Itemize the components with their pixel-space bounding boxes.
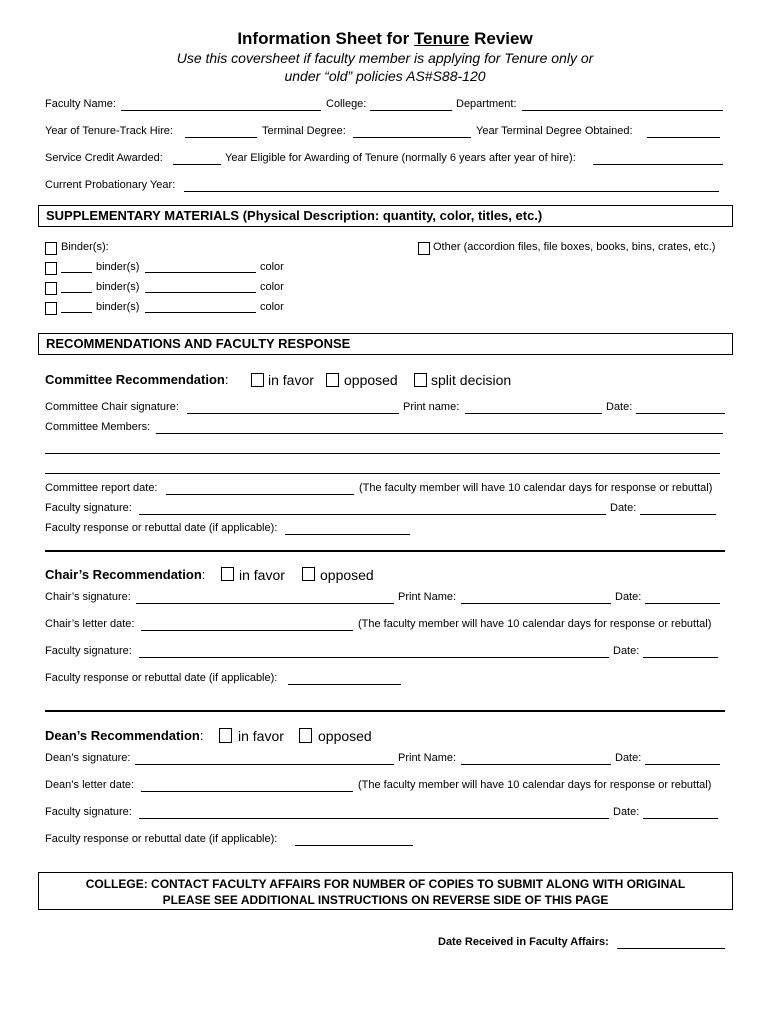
dean-letter-date-label: Dean’s letter date: (45, 779, 135, 791)
committee-faculty-signature-label: Faculty signature: (45, 502, 132, 514)
dean-print-name-label: Print Name: (398, 752, 457, 764)
dean-signature-field[interactable] (135, 764, 394, 765)
dean-recommendation-title: Dean’s Recommendation: (45, 728, 204, 743)
chair-recommendation-title: Chair’s Recommendation: (45, 567, 206, 582)
current-year-field[interactable] (184, 191, 719, 192)
chair-signature-label: Chair’s signature: (45, 591, 131, 603)
service-credit-field[interactable] (173, 164, 221, 165)
dean-date-field[interactable] (645, 764, 720, 765)
chair-print-name-label: Print Name: (398, 591, 457, 603)
faculty-name-field[interactable] (121, 110, 321, 111)
committee-faculty-date-field[interactable] (640, 514, 716, 515)
committee-in-favor-label: in favor (268, 372, 314, 388)
terminal-degree-label: Terminal Degree: (262, 125, 346, 137)
supplementary-heading: SUPPLEMENTARY MATERIALS (Physical Description: quantity, color, titles, etc.) (38, 205, 733, 227)
dean-opposed-checkbox[interactable] (299, 728, 312, 743)
chair-rebuttal-note: (The faculty member will have 10 calendar days for response or rebuttal) (358, 618, 712, 630)
chair-opposed-checkbox[interactable] (302, 567, 315, 581)
current-year-label: Current Probationary Year: (45, 179, 176, 191)
committee-members-line-2[interactable] (45, 453, 720, 454)
subtitle-line-1: Use this coversheet if faculty member is applying for Tenure only or (176, 50, 594, 66)
binder-row-2-checkbox[interactable] (45, 282, 57, 295)
committee-date-field[interactable] (636, 413, 725, 414)
year-eligible-field[interactable] (593, 164, 723, 165)
chair-faculty-date-field[interactable] (643, 657, 718, 658)
committee-print-name-field[interactable] (465, 413, 602, 414)
chair-letter-date-field[interactable] (141, 630, 353, 631)
committee-split-label: split decision (431, 372, 512, 388)
faculty-name-label: Faculty Name: (45, 98, 116, 110)
committee-members-field[interactable] (156, 433, 723, 434)
dean-rebuttal-note: (The faculty member will have 10 calendar days for response or rebuttal) (358, 779, 712, 791)
chair-date-label: Date: (615, 591, 642, 603)
college-label: College: (326, 98, 367, 110)
committee-members-label: Committee Members: (45, 421, 151, 433)
committee-opposed-checkbox[interactable] (326, 373, 339, 387)
binder-row-3-checkbox[interactable] (45, 302, 57, 315)
committee-rebuttal-note: (The faculty member will have 10 calendar days for response or rebuttal) (359, 482, 713, 494)
copies-notice (38, 872, 733, 910)
other-checkbox[interactable] (418, 242, 430, 255)
chair-signature-field[interactable] (136, 603, 394, 604)
chair-letter-date-label: Chair’s letter date: (45, 618, 135, 630)
committee-opposed-label: opposed (344, 372, 398, 388)
binder-row-1-label: binder(s) (96, 261, 140, 273)
chair-faculty-signature-label: Faculty signature: (45, 645, 132, 657)
copies-notice-line-1: COLLEGE: CONTACT FACULTY AFFAIRS FOR NUMBER OF COPIES TO SUBMIT ALONG WITH ORIGINAL (85, 877, 686, 891)
dean-print-name-field[interactable] (461, 764, 611, 765)
dean-faculty-signature-label: Faculty signature: (45, 806, 132, 818)
date-received-label: Date Received in Faculty Affairs: (438, 936, 609, 948)
recommendations-heading: RECOMMENDATIONS AND FACULTY RESPONSE (38, 333, 733, 355)
committee-print-name-label: Print name: (403, 401, 460, 413)
dean-response-date-field[interactable] (295, 845, 413, 846)
binder-row-3-qty[interactable] (61, 312, 92, 313)
committee-faculty-date-label: Date: (610, 502, 637, 514)
binder-row-3-label: binder(s) (96, 301, 140, 313)
year-degree-field[interactable] (647, 137, 720, 138)
copies-notice-line-2: PLEASE SEE ADDITIONAL INSTRUCTIONS ON REVERSE SIDE OF THIS PAGE (162, 893, 609, 907)
dean-response-date-label: Faculty response or rebuttal date (if applicable): (45, 833, 278, 845)
chair-response-date-field[interactable] (288, 684, 401, 685)
binder-row-1-color[interactable] (145, 272, 256, 273)
committee-in-favor-checkbox[interactable] (251, 373, 264, 387)
committee-faculty-signature-field[interactable] (139, 514, 606, 515)
committee-chair-signature-label: Committee Chair signature: (45, 401, 179, 413)
committee-response-date-label: Faculty response or rebuttal date (if applicable): (45, 522, 278, 534)
dean-date-label: Date: (615, 752, 642, 764)
committee-date-label: Date: (606, 401, 633, 413)
committee-chair-signature-field[interactable] (187, 413, 399, 414)
binder-row-2-color-label: color (260, 281, 284, 293)
dean-letter-date-field[interactable] (141, 791, 353, 792)
committee-report-date-label: Committee report date: (45, 482, 158, 494)
binder-row-2-label: binder(s) (96, 281, 140, 293)
service-credit-label: Service Credit Awarded: (45, 152, 163, 164)
committee-report-date-field[interactable] (166, 494, 354, 495)
dean-in-favor-checkbox[interactable] (219, 728, 232, 743)
dean-opposed-label: opposed (318, 728, 372, 744)
page-title: Information Sheet for Tenure Review (237, 29, 533, 48)
chair-print-name-field[interactable] (461, 603, 611, 604)
committee-split-checkbox[interactable] (414, 373, 427, 387)
dean-faculty-signature-field[interactable] (139, 818, 609, 819)
chair-faculty-signature-field[interactable] (139, 657, 609, 658)
binder-row-1-color-label: color (260, 261, 284, 273)
dean-in-favor-label: in favor (238, 728, 284, 744)
year-degree-label: Year Terminal Degree Obtained: (476, 125, 633, 137)
college-field[interactable] (370, 110, 452, 111)
chair-opposed-label: opposed (320, 567, 374, 583)
binder-row-2-color[interactable] (145, 292, 256, 293)
chair-in-favor-label: in favor (239, 567, 285, 583)
divider-2 (45, 710, 725, 712)
subtitle-line-2: under “old” policies AS#S88-120 (284, 68, 486, 84)
chair-in-favor-checkbox[interactable] (221, 567, 234, 581)
binders-label: Binder(s): (61, 241, 109, 253)
binder-row-2-qty[interactable] (61, 292, 92, 293)
binders-checkbox[interactable] (45, 242, 57, 255)
dean-faculty-date-field[interactable] (643, 818, 718, 819)
binder-row-1-checkbox[interactable] (45, 262, 57, 275)
year-hire-label: Year of Tenure-Track Hire: (45, 125, 173, 137)
binder-row-3-color[interactable] (145, 312, 256, 313)
divider-1 (45, 550, 725, 552)
date-received-field[interactable] (617, 948, 725, 949)
binder-row-1-qty[interactable] (61, 272, 92, 273)
binder-row-3-color-label: color (260, 301, 284, 313)
committee-response-date-field[interactable] (285, 534, 410, 535)
chair-response-date-label: Faculty response or rebuttal date (if applicable): (45, 672, 278, 684)
committee-members-line-3[interactable] (45, 473, 720, 474)
dean-signature-label: Dean’s signature: (45, 752, 131, 764)
committee-recommendation-title: Committee Recommendation: (45, 372, 229, 387)
dean-faculty-date-label: Date: (613, 806, 640, 818)
year-eligible-label: Year Eligible for Awarding of Tenure (normally 6 years after year of hire): (225, 152, 576, 164)
year-hire-field[interactable] (185, 137, 257, 138)
terminal-degree-field[interactable] (353, 137, 471, 138)
other-label: Other (accordion files, file boxes, books, bins, crates, etc.) (433, 241, 716, 253)
chair-faculty-date-label: Date: (613, 645, 640, 657)
chair-date-field[interactable] (645, 603, 720, 604)
department-label: Department: (456, 98, 517, 110)
department-field[interactable] (522, 110, 723, 111)
